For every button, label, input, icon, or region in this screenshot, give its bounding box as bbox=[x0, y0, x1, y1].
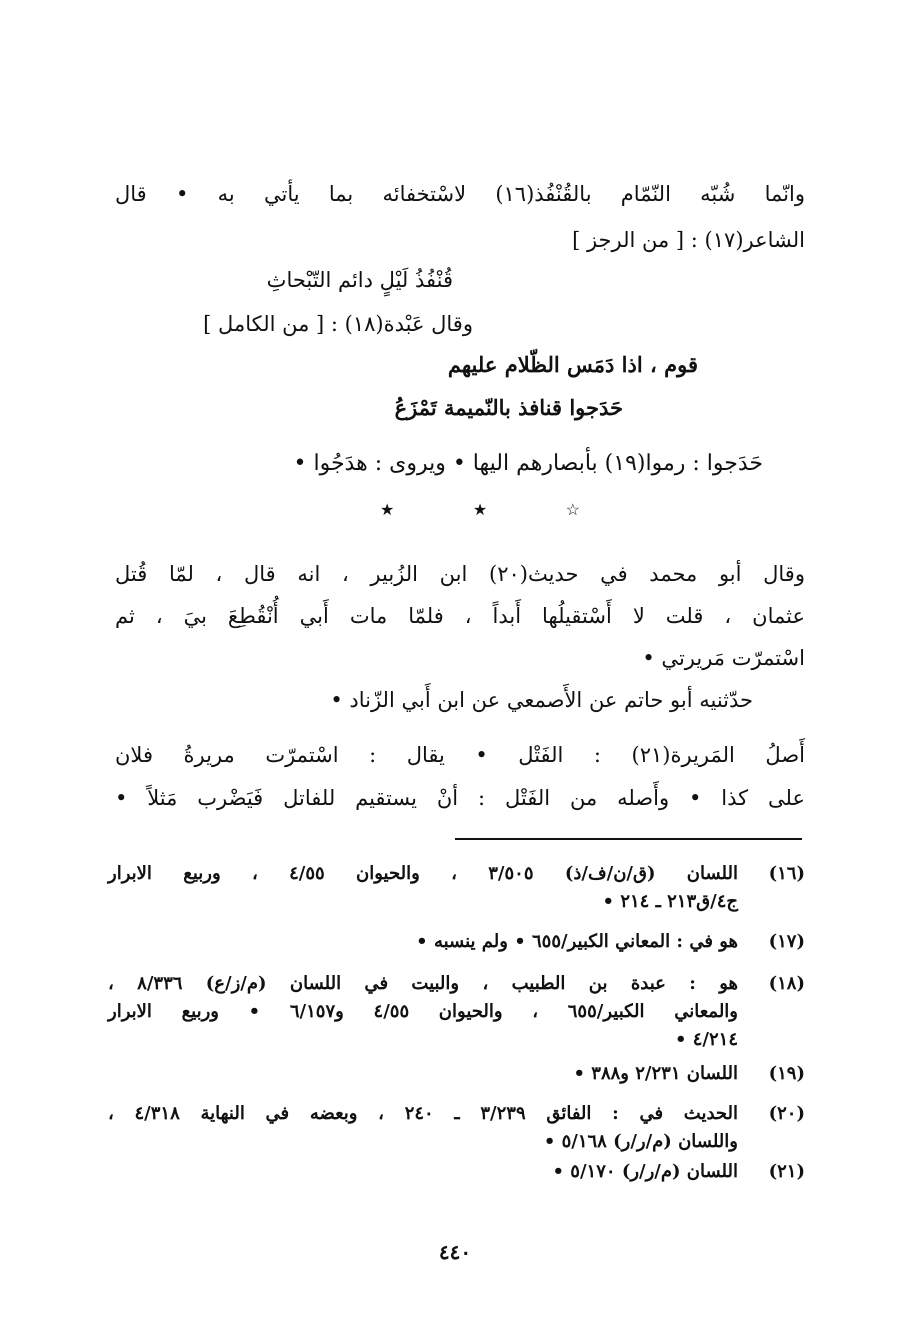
footnote-number: (١٨) bbox=[768, 973, 805, 994]
footnote-separator bbox=[455, 838, 802, 840]
verse-line-2a: قوم ، اذا دَمَس الظّلام عليهم bbox=[447, 352, 698, 377]
footnote-line: والمعاني الكبير/٦٥٥ ، والحيوان ٤/٥٥ و٦/١٥٧ • وربيع الابرار bbox=[108, 1001, 738, 1022]
verse-line-1: قُنْفُذُ لَيْلٍ دائم التّبْحاثِ bbox=[266, 268, 453, 292]
page-number: ٤٤٠ bbox=[438, 1240, 472, 1264]
footnote-number: (٢١) bbox=[768, 1161, 805, 1182]
footnote-line: اللسان ٢/٢٣١ و٣٨٨ • bbox=[573, 1063, 738, 1084]
footnote-line: اللسان (ق/ن/ف/ذ) ٣/٥٠٥ ، والحيوان ٤/٥٥ ، وربيع الابرار bbox=[108, 863, 739, 884]
star-icon: ★ bbox=[472, 499, 488, 519]
paragraph-line-2: عثمان ، قلت لا أَسْتقيلُها أَبداً ، فلمّا مات أَبي أُنْقُطِعَ بيَ ، ثم bbox=[115, 604, 805, 628]
footnote-number: (٢٠) bbox=[768, 1103, 805, 1124]
paragraph-line-1: وقال أبو محمد في حديث(٢٠) ابن الزُبير ، انه قال ، لمّا قُتل bbox=[115, 562, 805, 586]
footnote-number: (١٩) bbox=[768, 1063, 805, 1084]
footnote-line: هو في : المعاني الكبير/٦٥٥ • ولم ينسبه • bbox=[416, 931, 738, 952]
paragraph2-line-2: على كذا • وأَصله من الفَتْل : أنْ يستقيم للفاتل فَيَضْرب مَثلاً • bbox=[115, 786, 805, 810]
body-line-2: الشاعر(١٧) : [ من الرجز ] bbox=[572, 228, 805, 252]
footnote-line: هو : عبدة بن الطبيب ، والبيت في اللسان (م/ز/ع) ٨/٣٣٦ ، bbox=[108, 973, 739, 994]
verse-intro: وقال عَبْدة(١٨) : [ من الكامل ] bbox=[203, 312, 473, 336]
star-icon: ★ bbox=[380, 499, 395, 519]
footnote-line: واللسان (م/ر/ر) ٥/١٦٨ • bbox=[543, 1131, 738, 1152]
paragraph-line-3: اسْتمرّت مَريرتي • bbox=[642, 646, 805, 670]
paragraph2-line-1: أَصلُ المَريرة(٢١) : الفَتْل • يقال : اسْتمرّت مريرةُ فلان bbox=[115, 743, 805, 767]
footnote-line: ٤/٢١٤ • bbox=[674, 1029, 738, 1050]
isnad-line: حدّثنيه أبو حاتم عن الأَصمعي عن ابن أَبي الزّناد • bbox=[330, 688, 753, 712]
verse-line-2b: حَدَجوا قنافذ بالنّميمة تَمْزَعُ bbox=[394, 395, 623, 420]
body-line-1: وانّما شُبّه النّمّام بالقُنْفُذ(١٦) لاسْتخفائه بما يأتي به • قال bbox=[115, 182, 805, 206]
footnote-number: (١٦) bbox=[768, 863, 805, 884]
gloss-line: حَدَجوا : رموا(١٩) بأبصارهم اليها • ويروى : هدَجُوا • bbox=[293, 451, 763, 476]
footnote-line: اللسان (م/ر/ر) ٥/١٧٠ • bbox=[552, 1161, 738, 1182]
outline-star-icon: ☆ bbox=[565, 499, 580, 519]
footnote-line: ج٤/ق٢١٣ ـ ٢١٤ • bbox=[602, 891, 738, 912]
footnote-line: الحديث في : الفائق ٣/٢٣٩ ـ ٢٤٠ ، وبعضه في النهاية ٤/٣١٨ ، bbox=[108, 1103, 739, 1124]
footnote-number: (١٧) bbox=[768, 931, 805, 952]
section-divider-stars bbox=[380, 494, 580, 524]
